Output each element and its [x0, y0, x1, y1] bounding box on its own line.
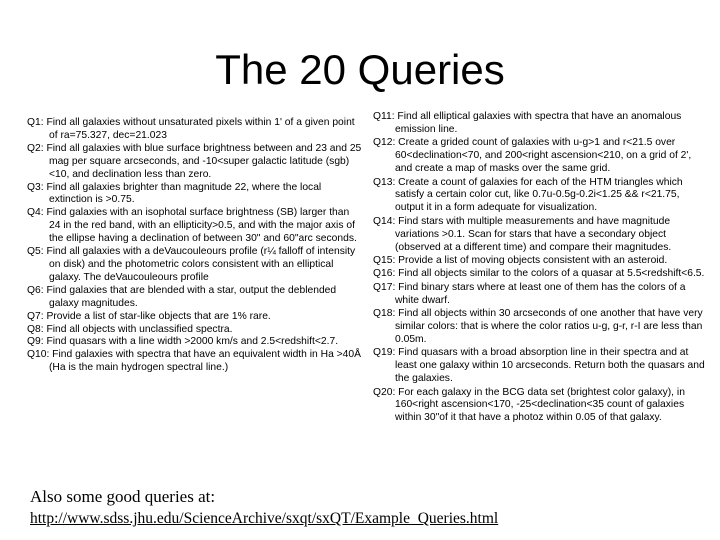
right-query-column	[373, 111, 705, 426]
left-query-column	[27, 117, 362, 375]
query-q19: Q19: Find quasars with a broad absorption line in their spectra and at least one galaxy within 10 arcseconds. Return both the quasars and the galaxies.	[373, 347, 705, 385]
query-q1: Q1: Find all galaxies without unsaturated pixels within 1' of a given point of ra=75.327, dec=21.023	[27, 117, 355, 141]
query-q14: Q14: Find stars with multiple measurements and have magnitude variations >0.1. Scan for stars that have a secondary object (observed at a different time) and compare their magnitudes.	[373, 215, 672, 253]
query-q2: Q2: Find all galaxies with blue surface brightness between and 23 and 25 mag per square arcseconds, and -10<super galactic latitude (sgb) <10, and declination less than zero.	[27, 142, 362, 180]
query-q18: Q18: Find all objects within 30 arcseconds of one another that have very similar colors: that is where the color ratios u-g, g-r, r-I are less than 0.05m.	[373, 308, 703, 345]
query-q6: Q6: Find galaxies that are blended with a star, output the deblended galaxy magnitudes.	[27, 284, 337, 309]
query-q13: Q13: Create a count of galaxies for each of the HTM triangles which satisfy a certain color cut, like 0.7u-0.5g-0.2i<1.25 && r<21.75, output it in a form adequate for visualization.	[373, 176, 683, 214]
query-q15: Q15: Provide a list of moving objects consistent with an asteroid.	[373, 254, 668, 266]
query-q12: Q12: Create a grided count of galaxies with u-g>1 and r<21.5 over 60<declination<70, and 200<right ascension<210, on a grid of 2', and create a map of masks over the same grid.	[373, 137, 692, 175]
query-q7: Q7: Provide a list of star-like objects that are 1% rare.	[27, 310, 271, 322]
query-q9: Q9: Find quasars with a line width >2000 km/s and 2.5<redshift<2.7.	[27, 336, 339, 348]
query-q4: Q4: Find galaxies with an isophotal surface brightness (SB) larger than 24 in the red band, with an ellipticity>0.5, and with the major axis of the ellipse having a declination of between 30" and 60"arc seconds.	[27, 207, 357, 245]
slide-title: The 20 Queries	[215, 46, 505, 93]
query-q11: Q11: Find all elliptical galaxies with spectra that have an anomalous emission line.	[373, 111, 682, 135]
query-q5: Q5: Find all galaxies with a deVaucouleours profile (r¼ falloff of intensity on disk) and the photometric colors consistent with an elliptical galaxy. The deVaucouleours profile	[27, 246, 356, 283]
footer-label: Also some good queries at:	[30, 487, 216, 506]
query-q10: Q10: Find galaxies with spectra that have an equivalent width in Ha >40Å (Ha is the main hydrogen spectral line.)	[27, 349, 361, 374]
example-queries-link[interactable]: http://www.sdss.jhu.edu/ScienceArchive/sxqt/sxQT/Example_Queries.html	[30, 510, 499, 527]
query-q16: Q16: Find all objects similar to the colors of a quasar at 5.5<redshift<6.5.	[373, 268, 705, 280]
query-q8: Q8: Find all objects with unclassified spectra.	[27, 323, 233, 335]
query-q17: Q17: Find binary stars where at least one of them has the colors of a white dwarf.	[373, 281, 686, 306]
query-q3: Q3: Find all galaxies brighter than magnitude 22, where the local extinction is >0.75.	[27, 181, 322, 206]
query-q20: Q20: For each galaxy in the BCG data set (brightest color galaxy), in 160<right ascension<170, -25<declination<35 count of galaxies within 30"of it that have a photoz within 0.05 of that galaxy.	[373, 386, 685, 424]
